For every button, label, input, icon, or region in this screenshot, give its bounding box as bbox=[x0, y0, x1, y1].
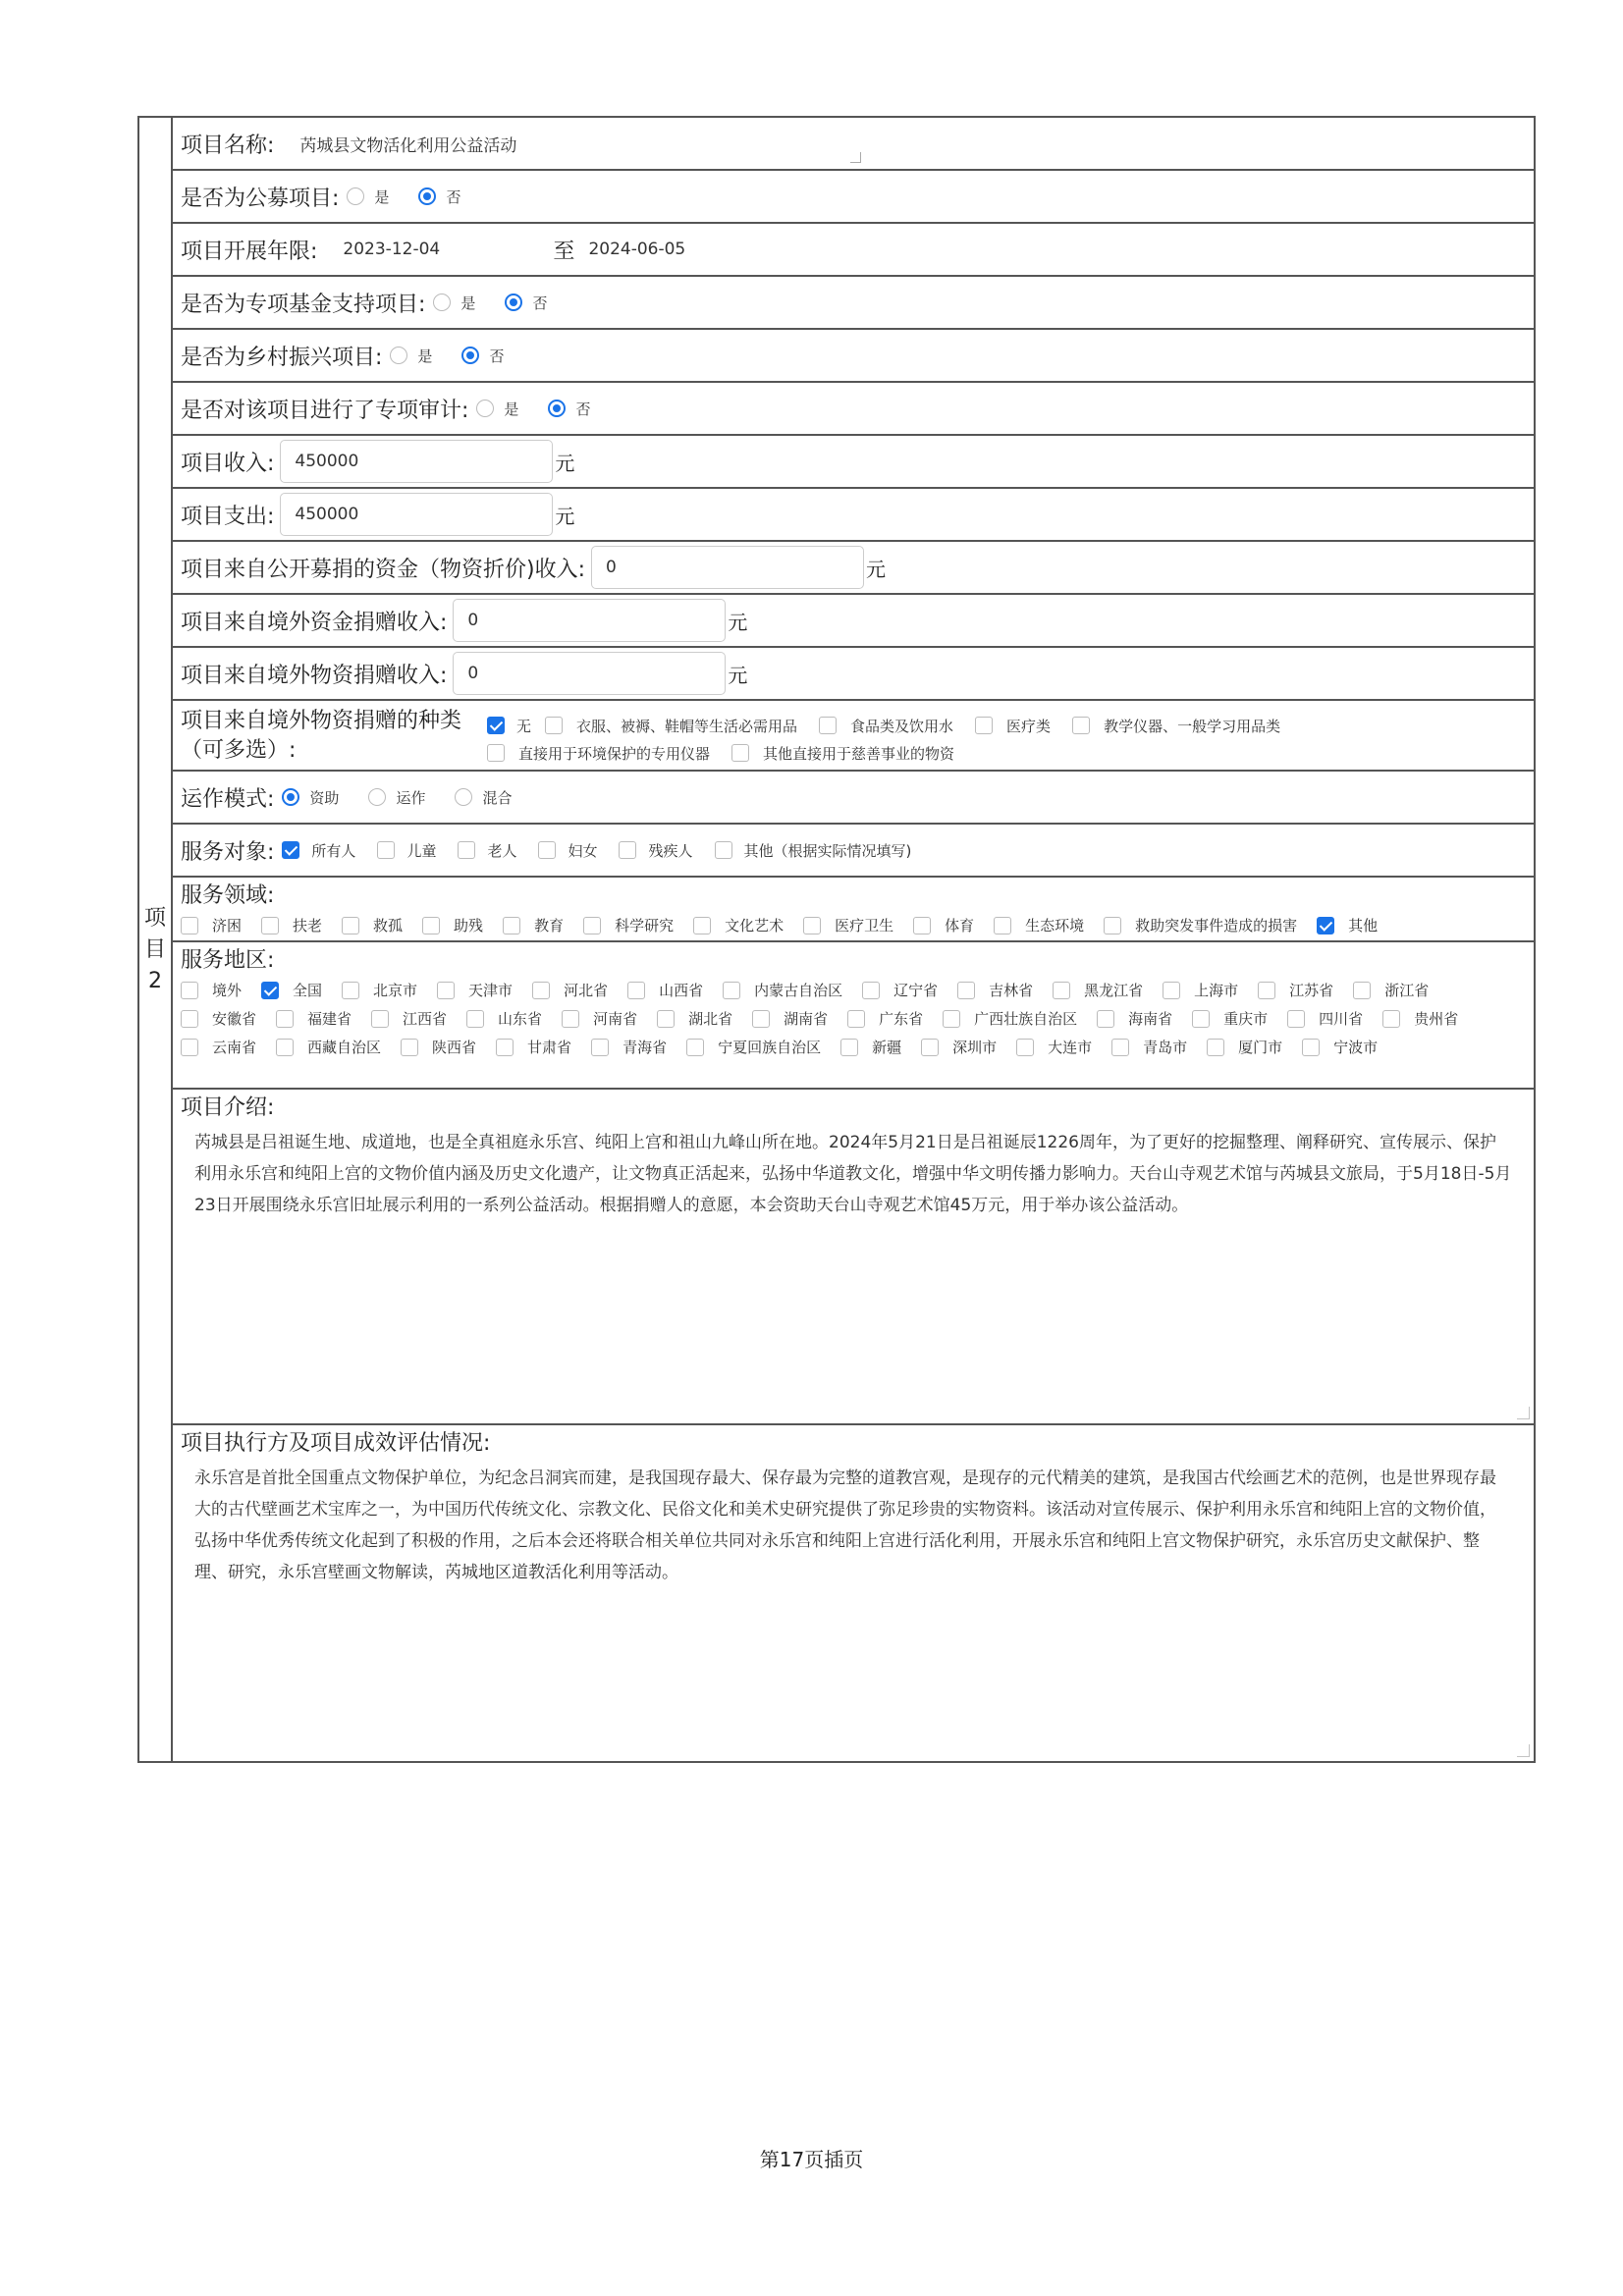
option-label: 全国 bbox=[293, 982, 323, 999]
option-label: 陕西省 bbox=[432, 1039, 477, 1056]
period-end-field[interactable]: 2024-06-05 bbox=[588, 240, 686, 259]
checkbox-icon[interactable] bbox=[1097, 1010, 1114, 1028]
evaluation-label: 项目执行方及项目成效评估情况: bbox=[181, 1431, 491, 1456]
field-option-5[interactable] bbox=[583, 911, 674, 939]
radio-icon[interactable] bbox=[347, 187, 364, 205]
goods-types-label-line1: 项目来自境外物资捐赠的种类 bbox=[181, 709, 462, 733]
field-option-1[interactable] bbox=[261, 911, 322, 939]
checkbox-icon[interactable] bbox=[487, 744, 505, 762]
field-option-7[interactable] bbox=[803, 911, 893, 939]
service-fields-label: 服务领域: bbox=[181, 883, 275, 908]
option-label: 否 bbox=[446, 187, 461, 206]
option-label: 体育 bbox=[945, 917, 975, 934]
option-label: 是 bbox=[460, 294, 476, 312]
field-option-11[interactable] bbox=[1317, 911, 1378, 939]
checkbox-icon[interactable] bbox=[752, 1010, 770, 1028]
region-option-3[interactable] bbox=[437, 976, 513, 1004]
option-label: 其他（根据实际情况填写) bbox=[743, 841, 912, 860]
region-option-7[interactable] bbox=[862, 976, 938, 1004]
checkbox-icon[interactable] bbox=[819, 717, 837, 734]
option-label: 直接用于环境保护的专用仪器 bbox=[518, 744, 711, 763]
option-label: 福建省 bbox=[307, 1010, 352, 1028]
option-label: 所有人 bbox=[311, 841, 356, 860]
side-char: 2 bbox=[148, 969, 162, 993]
region-option-24[interactable] bbox=[1287, 1004, 1363, 1033]
special-fund-row bbox=[173, 277, 1534, 330]
audit-no[interactable] bbox=[540, 399, 590, 419]
option-label: 资助 bbox=[309, 788, 340, 807]
checkbox-icon[interactable] bbox=[627, 982, 645, 999]
checkbox-icon[interactable] bbox=[458, 841, 475, 859]
goods-types-row bbox=[173, 701, 1534, 772]
radio-icon[interactable] bbox=[390, 347, 407, 364]
region-option-0[interactable] bbox=[181, 976, 242, 1004]
option-label: 西藏自治区 bbox=[307, 1039, 382, 1056]
income-input[interactable]: 450000 bbox=[280, 440, 553, 483]
special-fund-yes[interactable] bbox=[425, 293, 475, 313]
region-option-36[interactable] bbox=[1207, 1033, 1282, 1061]
checkbox-icon[interactable] bbox=[862, 982, 880, 999]
option-label: 科学研究 bbox=[615, 917, 675, 934]
region-option-15[interactable] bbox=[371, 1004, 447, 1033]
option-label: 湖北省 bbox=[688, 1010, 733, 1028]
region-option-11[interactable] bbox=[1258, 976, 1333, 1004]
checkbox-icon[interactable] bbox=[503, 917, 520, 934]
option-label: 境外 bbox=[212, 982, 243, 999]
region-option-18[interactable] bbox=[657, 1004, 732, 1033]
checkbox-icon[interactable] bbox=[731, 744, 749, 762]
goods-types-label-line2: （可多选）: bbox=[181, 738, 297, 763]
option-label: 厦门市 bbox=[1238, 1039, 1283, 1056]
expense-unit: 元 bbox=[555, 504, 575, 528]
special-fund-label: 是否为专项基金支持项目: bbox=[181, 292, 426, 317]
option-label: 教学仪器、一般学习用品类 bbox=[1104, 717, 1281, 735]
region-option-25[interactable] bbox=[1382, 1004, 1458, 1033]
field-option-0[interactable] bbox=[181, 911, 242, 939]
checkbox-icon[interactable] bbox=[276, 1010, 294, 1028]
option-label: 食品类及饮用水 bbox=[850, 717, 954, 735]
form-body bbox=[173, 118, 1534, 1761]
checkbox-icon[interactable] bbox=[342, 917, 359, 934]
checkbox-icon[interactable] bbox=[181, 1039, 198, 1056]
checkbox-icon[interactable] bbox=[437, 982, 455, 999]
goods-type-environment[interactable] bbox=[487, 743, 710, 764]
side-char: 项 bbox=[143, 906, 166, 931]
expense-row bbox=[173, 489, 1534, 542]
option-label: 其他直接用于慈善事业的物资 bbox=[763, 744, 955, 763]
target-children[interactable] bbox=[377, 840, 436, 861]
option-label: 河南省 bbox=[593, 1010, 638, 1028]
goods-type-medical[interactable] bbox=[975, 716, 1051, 736]
resize-handle-icon[interactable] bbox=[1517, 1407, 1530, 1419]
region-option-10[interactable] bbox=[1163, 976, 1238, 1004]
region-option-8[interactable] bbox=[957, 976, 1033, 1004]
checkbox-icon[interactable] bbox=[840, 1039, 858, 1056]
option-label: 济困 bbox=[212, 917, 243, 934]
audit-label: 是否对该项目进行了专项审计: bbox=[181, 398, 469, 423]
region-option-23[interactable] bbox=[1192, 1004, 1268, 1033]
option-label: 否 bbox=[575, 400, 591, 418]
evaluation-textarea[interactable]: 永乐宫是首批全国重点文物保护单位，为纪念吕洞宾而建，是我国现存最大、保存最为完整的道教宫观，是现存的元代精美的建筑，是我国古代绘画艺术的范例，也是世界现存最大的古代壁画艺术宝库之一，为中国历代传统文化、宗教文化、民俗文化和美术史研究提供了弥足珍贵的实物资料。该活动对宣传展示、保护利用永乐宫和纯阳上宫的文物价值，弘扬中华优秀传统文化起到了积极的作用，之后本会还将联合相关单位共同对永乐宫和纯阳上宫进行活化利用，开展永乐宫和纯阳上宫文物保护研究，永乐宫历史文献保护、整理、研究，永乐宫壁画文物解读，芮城地区道教活化利用等活动。 bbox=[194, 1468, 1496, 1582]
option-label: 宁夏回族自治区 bbox=[718, 1039, 822, 1056]
target-elderly[interactable] bbox=[458, 840, 516, 861]
region-option-37[interactable] bbox=[1302, 1033, 1378, 1061]
target-women[interactable] bbox=[538, 840, 597, 861]
resize-handle-icon[interactable] bbox=[1517, 1744, 1530, 1757]
option-label: 扶老 bbox=[293, 917, 323, 934]
option-label: 否 bbox=[532, 294, 548, 312]
checkbox-icon[interactable] bbox=[181, 982, 198, 999]
option-label: 宁波市 bbox=[1333, 1039, 1379, 1056]
goods-types-line-2 bbox=[487, 739, 1280, 767]
region-option-28[interactable] bbox=[401, 1033, 476, 1061]
region-option-22[interactable] bbox=[1097, 1004, 1172, 1033]
field-option-3[interactable] bbox=[422, 911, 483, 939]
goods-types-label bbox=[181, 707, 487, 766]
side-char: 目 bbox=[143, 937, 166, 962]
option-label: 是 bbox=[374, 187, 390, 206]
option-label: 文化艺术 bbox=[725, 917, 784, 934]
income-unit: 元 bbox=[555, 451, 575, 475]
option-label: 辽宁省 bbox=[893, 982, 939, 999]
option-label: 湖南省 bbox=[784, 1010, 829, 1028]
public-donation-label: 项目来自公开募捐的资金（物资折价)收入: bbox=[181, 557, 585, 582]
checkbox-icon[interactable] bbox=[545, 717, 563, 734]
option-label: 运作 bbox=[396, 788, 426, 807]
checkbox-icon[interactable] bbox=[686, 1039, 704, 1056]
rural-no[interactable] bbox=[454, 346, 504, 366]
option-label: 儿童 bbox=[406, 841, 437, 860]
checkbox-icon[interactable] bbox=[1192, 1010, 1210, 1028]
checkbox-icon[interactable] bbox=[261, 982, 279, 999]
intro-label: 项目介绍: bbox=[181, 1095, 275, 1120]
option-label: 山西省 bbox=[659, 982, 704, 999]
project-table bbox=[137, 116, 1536, 1763]
radio-icon[interactable] bbox=[505, 294, 522, 311]
form-page bbox=[137, 116, 1536, 1763]
region-option-12[interactable] bbox=[1353, 976, 1429, 1004]
radio-icon[interactable] bbox=[433, 294, 451, 311]
option-label: 青海省 bbox=[622, 1039, 668, 1056]
income-label: 项目收入: bbox=[181, 451, 275, 476]
region-option-27[interactable] bbox=[276, 1033, 381, 1061]
region-option-19[interactable] bbox=[752, 1004, 828, 1033]
checkbox-icon[interactable] bbox=[583, 917, 601, 934]
checkbox-icon[interactable] bbox=[422, 917, 440, 934]
foreign-funds-unit: 元 bbox=[728, 610, 748, 634]
region-option-32[interactable] bbox=[840, 1033, 901, 1061]
field-option-2[interactable] bbox=[342, 911, 403, 939]
region-option-35[interactable] bbox=[1111, 1033, 1187, 1061]
option-label: 衣服、被褥、鞋帽等生活必需用品 bbox=[576, 717, 798, 735]
checkbox-icon[interactable] bbox=[538, 841, 556, 859]
expense-label: 项目支出: bbox=[181, 504, 275, 529]
goods-type-charity[interactable] bbox=[731, 743, 954, 764]
checkbox-icon[interactable] bbox=[1207, 1039, 1224, 1056]
checkbox-icon[interactable] bbox=[261, 917, 279, 934]
option-label: 上海市 bbox=[1194, 982, 1239, 999]
checkbox-icon[interactable] bbox=[803, 917, 821, 934]
public-donation-row bbox=[173, 542, 1534, 595]
foreign-goods-label: 项目来自境外物资捐赠收入: bbox=[181, 663, 448, 688]
option-label: 妇女 bbox=[568, 841, 598, 860]
checkbox-icon[interactable] bbox=[847, 1010, 865, 1028]
goods-types-options bbox=[487, 707, 1280, 767]
region-option-14[interactable] bbox=[276, 1004, 352, 1033]
goods-type-food[interactable] bbox=[819, 716, 953, 736]
option-label: 吉林省 bbox=[989, 982, 1034, 999]
checkbox-icon[interactable] bbox=[657, 1010, 675, 1028]
option-label: 无 bbox=[516, 717, 532, 735]
operation-mode-label: 运作模式: bbox=[181, 786, 275, 812]
region-option-20[interactable] bbox=[847, 1004, 923, 1033]
project-index-label bbox=[143, 903, 167, 997]
checkbox-icon[interactable] bbox=[1353, 982, 1371, 999]
option-label: 医疗卫生 bbox=[835, 917, 894, 934]
option-label: 生态环境 bbox=[1025, 917, 1085, 934]
field-option-4[interactable] bbox=[503, 911, 564, 939]
project-name-row bbox=[173, 118, 1534, 171]
service-fields-list bbox=[181, 911, 1526, 939]
checkbox-icon[interactable] bbox=[181, 1010, 198, 1028]
period-start-field[interactable]: 2023-12-04 bbox=[343, 240, 441, 259]
public-donation-unit: 元 bbox=[866, 557, 886, 581]
period-row bbox=[173, 224, 1534, 277]
region-option-13[interactable] bbox=[181, 1004, 256, 1033]
service-targets-label: 服务对象: bbox=[181, 839, 275, 865]
checkbox-icon[interactable] bbox=[591, 1039, 609, 1056]
public-fundraising-no[interactable] bbox=[410, 187, 460, 207]
region-option-2[interactable] bbox=[342, 976, 417, 1004]
radio-icon[interactable] bbox=[282, 788, 299, 806]
option-label: 云南省 bbox=[212, 1039, 257, 1056]
target-disabled[interactable] bbox=[619, 840, 692, 861]
checkbox-icon[interactable] bbox=[1163, 982, 1180, 999]
option-label: 否 bbox=[489, 347, 505, 365]
option-label: 救助突发事件造成的损害 bbox=[1135, 917, 1298, 934]
checkbox-icon[interactable] bbox=[487, 717, 505, 734]
checkbox-icon[interactable] bbox=[532, 982, 550, 999]
region-option-34[interactable] bbox=[1016, 1033, 1092, 1061]
checkbox-icon[interactable] bbox=[943, 1010, 960, 1028]
checkbox-icon[interactable] bbox=[562, 1010, 579, 1028]
checkbox-icon[interactable] bbox=[401, 1039, 418, 1056]
intro-row bbox=[173, 1090, 1534, 1425]
checkbox-icon[interactable] bbox=[1111, 1039, 1129, 1056]
checkbox-icon[interactable] bbox=[921, 1039, 939, 1056]
checkbox-icon[interactable] bbox=[1317, 917, 1334, 934]
operation-mode-fund[interactable] bbox=[274, 787, 339, 808]
region-option-33[interactable] bbox=[921, 1033, 997, 1061]
option-label: 河北省 bbox=[564, 982, 609, 999]
goods-type-none[interactable] bbox=[487, 716, 531, 736]
option-label: 海南省 bbox=[1128, 1010, 1173, 1028]
option-label: 是 bbox=[417, 347, 433, 365]
foreign-funds-row bbox=[173, 595, 1534, 648]
option-label: 救孤 bbox=[373, 917, 404, 934]
checkbox-icon[interactable] bbox=[693, 917, 711, 934]
period-to: 至 bbox=[553, 239, 575, 264]
target-all[interactable] bbox=[282, 840, 355, 861]
option-label: 广西壮族自治区 bbox=[974, 1010, 1078, 1028]
region-option-4[interactable] bbox=[532, 976, 608, 1004]
rural-row bbox=[173, 330, 1534, 383]
goods-types-line-1 bbox=[487, 712, 1280, 739]
target-other[interactable] bbox=[715, 840, 912, 861]
checkbox-icon[interactable] bbox=[723, 982, 740, 999]
option-label: 浙江省 bbox=[1384, 982, 1430, 999]
checkbox-icon[interactable] bbox=[1016, 1039, 1034, 1056]
special-fund-no[interactable] bbox=[497, 293, 547, 313]
foreign-funds-input[interactable]: 0 bbox=[453, 599, 726, 642]
checkbox-icon[interactable] bbox=[276, 1039, 294, 1056]
option-label: 是 bbox=[504, 400, 519, 418]
checkbox-icon[interactable] bbox=[371, 1010, 389, 1028]
checkbox-icon[interactable] bbox=[342, 982, 359, 999]
income-row bbox=[173, 436, 1534, 489]
region-option-16[interactable] bbox=[466, 1004, 542, 1033]
option-label: 黑龙江省 bbox=[1084, 982, 1144, 999]
checkbox-icon[interactable] bbox=[1072, 717, 1090, 734]
foreign-goods-unit: 元 bbox=[728, 663, 748, 687]
option-label: 甘肃省 bbox=[527, 1039, 572, 1056]
checkbox-icon[interactable] bbox=[975, 717, 993, 734]
service-regions-row bbox=[173, 942, 1534, 1090]
checkbox-icon[interactable] bbox=[957, 982, 975, 999]
audit-row bbox=[173, 383, 1534, 436]
project-name-field[interactable]: 芮城县文物活化利用公益活动 bbox=[299, 135, 517, 156]
radio-icon[interactable] bbox=[548, 400, 566, 417]
option-label: 教育 bbox=[534, 917, 565, 934]
region-option-26[interactable] bbox=[181, 1033, 256, 1061]
checkbox-icon[interactable] bbox=[1287, 1010, 1305, 1028]
checkbox-icon[interactable] bbox=[715, 841, 732, 859]
region-option-5[interactable] bbox=[627, 976, 703, 1004]
service-fields-row bbox=[173, 878, 1534, 942]
option-label: 其他 bbox=[1348, 917, 1379, 934]
public-fundraising-row bbox=[173, 171, 1534, 224]
checkbox-icon[interactable] bbox=[619, 841, 636, 859]
region-option-30[interactable] bbox=[591, 1033, 667, 1061]
checkbox-icon[interactable] bbox=[1053, 982, 1070, 999]
option-label: 青岛市 bbox=[1143, 1039, 1188, 1056]
checkbox-icon[interactable] bbox=[1382, 1010, 1400, 1028]
goods-type-teaching[interactable] bbox=[1072, 716, 1280, 736]
option-label: 内蒙古自治区 bbox=[754, 982, 843, 999]
option-label: 医疗类 bbox=[1006, 717, 1052, 735]
option-label: 助残 bbox=[454, 917, 484, 934]
region-option-6[interactable] bbox=[723, 976, 842, 1004]
option-label: 老人 bbox=[487, 841, 517, 860]
audit-yes[interactable] bbox=[468, 399, 518, 419]
rural-yes[interactable] bbox=[382, 346, 432, 366]
public-fundraising-yes[interactable] bbox=[339, 187, 389, 207]
radio-icon[interactable] bbox=[455, 788, 472, 806]
radio-icon[interactable] bbox=[476, 400, 494, 417]
region-option-17[interactable] bbox=[562, 1004, 637, 1033]
option-label: 贵州省 bbox=[1414, 1010, 1459, 1028]
page-footer: 第17页插页 bbox=[759, 2148, 864, 2171]
foreign-funds-label: 项目来自境外资金捐赠收入: bbox=[181, 610, 448, 635]
service-targets-row bbox=[173, 825, 1534, 878]
option-label: 新疆 bbox=[872, 1039, 902, 1056]
radio-icon[interactable] bbox=[368, 788, 386, 806]
checkbox-icon[interactable] bbox=[1104, 917, 1121, 934]
region-option-29[interactable] bbox=[496, 1033, 571, 1061]
option-label: 重庆市 bbox=[1223, 1010, 1269, 1028]
checkbox-icon[interactable] bbox=[1302, 1039, 1320, 1056]
radio-icon[interactable] bbox=[461, 347, 479, 364]
region-option-31[interactable] bbox=[686, 1033, 821, 1061]
field-option-8[interactable] bbox=[913, 911, 974, 939]
project-name-label: 项目名称: bbox=[181, 133, 275, 158]
field-option-9[interactable] bbox=[994, 911, 1084, 939]
option-label: 安徽省 bbox=[212, 1010, 257, 1028]
service-regions-label: 服务地区: bbox=[181, 948, 275, 973]
option-label: 天津市 bbox=[468, 982, 514, 999]
option-label: 残疾人 bbox=[648, 841, 693, 860]
operation-mode-mixed[interactable] bbox=[447, 787, 512, 808]
option-label: 江西省 bbox=[403, 1010, 448, 1028]
field-option-10[interactable] bbox=[1104, 911, 1297, 939]
rural-label: 是否为乡村振兴项目: bbox=[181, 345, 383, 370]
foreign-goods-row bbox=[173, 648, 1534, 701]
period-label: 项目开展年限: bbox=[181, 239, 318, 264]
operation-mode-row bbox=[173, 772, 1534, 825]
checkbox-icon[interactable] bbox=[466, 1010, 484, 1028]
field-option-6[interactable] bbox=[693, 911, 784, 939]
project-index-column bbox=[139, 118, 173, 1761]
foreign-goods-input[interactable]: 0 bbox=[453, 652, 726, 695]
option-label: 混合 bbox=[482, 788, 513, 807]
public-donation-input[interactable]: 0 bbox=[591, 546, 864, 589]
region-option-21[interactable] bbox=[943, 1004, 1077, 1033]
expense-input[interactable]: 450000 bbox=[280, 493, 553, 536]
option-label: 广东省 bbox=[879, 1010, 924, 1028]
option-label: 山东省 bbox=[498, 1010, 543, 1028]
option-label: 北京市 bbox=[373, 982, 418, 999]
checkbox-icon[interactable] bbox=[496, 1039, 514, 1056]
goods-type-clothing[interactable] bbox=[545, 716, 797, 736]
option-label: 大连市 bbox=[1048, 1039, 1093, 1056]
checkbox-icon[interactable] bbox=[282, 841, 299, 859]
option-label: 四川省 bbox=[1319, 1010, 1364, 1028]
public-fundraising-label: 是否为公募项目: bbox=[181, 186, 340, 211]
service-regions-list bbox=[181, 976, 1526, 1061]
operation-mode-operate[interactable] bbox=[360, 787, 425, 808]
radio-icon[interactable] bbox=[418, 187, 436, 205]
region-option-1[interactable] bbox=[261, 976, 322, 1004]
checkbox-icon[interactable] bbox=[181, 917, 198, 934]
option-label: 江苏省 bbox=[1289, 982, 1334, 999]
evaluation-row bbox=[173, 1425, 1534, 1761]
region-option-9[interactable] bbox=[1053, 976, 1143, 1004]
checkbox-icon[interactable] bbox=[994, 917, 1011, 934]
checkbox-icon[interactable] bbox=[1258, 982, 1275, 999]
checkbox-icon[interactable] bbox=[913, 917, 931, 934]
intro-textarea[interactable]: 芮城县是吕祖诞生地、成道地，也是全真祖庭永乐宫、纯阳上宫和祖山九峰山所在地。2024年5月21日是吕祖诞辰1226周年，为了更好的挖掘整理、阐释研究、宣传展示、保护利用永乐宫和纯阳上宫的文物价值内涵及历史文化遗产，让文物真正活起来，弘扬中华道教文化，增强中华文明传播力影响力。天台山寺观艺术馆与芮城县文旅局，于5月18日-5月23日开展围绕永乐宫旧址展示利用的一系列公益活动。根据捐赠人的意愿，本会资助天台山寺观艺术馆45万元，用于举办该公益活动。 bbox=[194, 1133, 1512, 1215]
checkbox-icon[interactable] bbox=[377, 841, 395, 859]
option-label: 深圳市 bbox=[952, 1039, 998, 1056]
resize-handle-icon[interactable] bbox=[850, 152, 861, 163]
